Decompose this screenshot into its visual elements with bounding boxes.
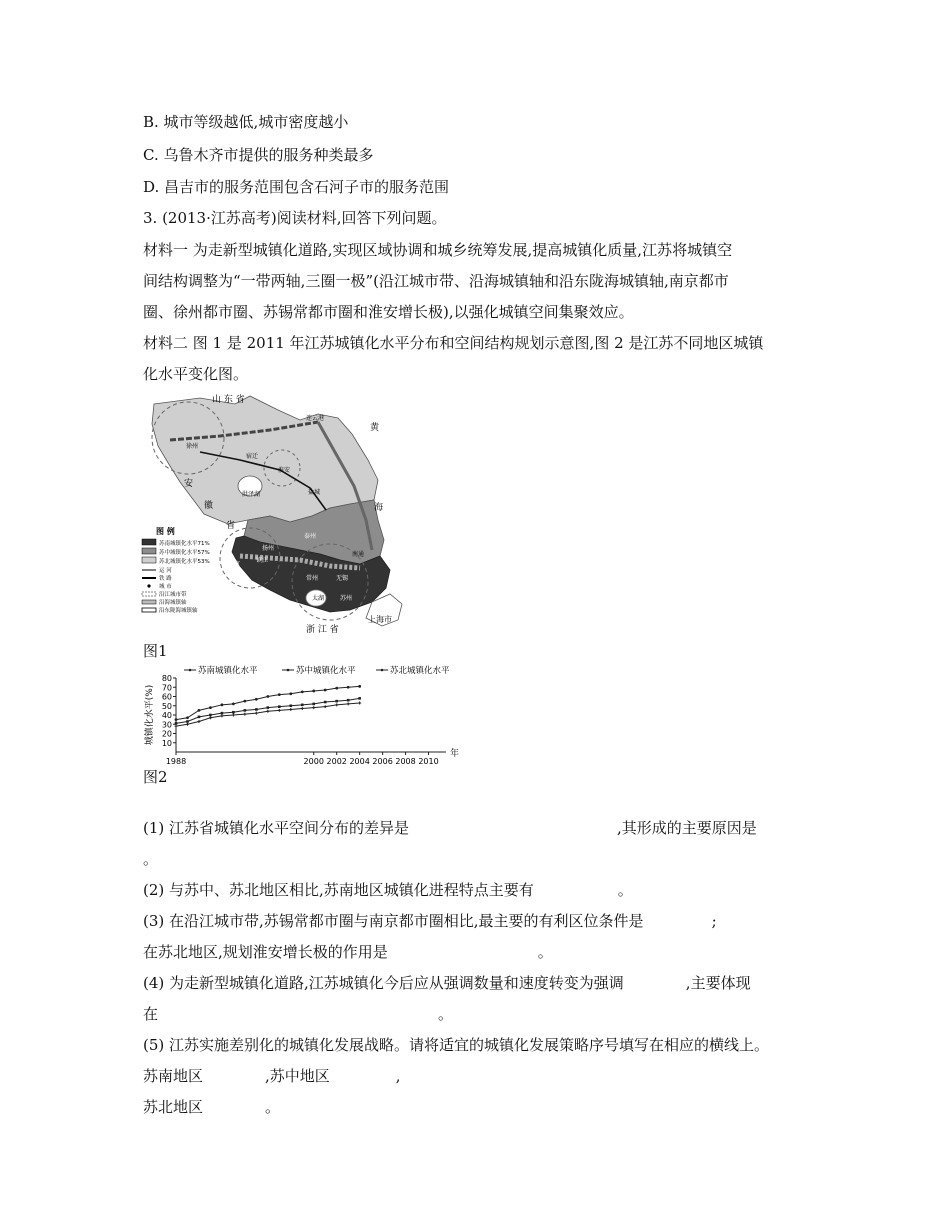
label-changzhou: 常州 [306, 575, 319, 582]
legend-item-belt: 沿江城市带 [159, 592, 187, 598]
series-1-point [324, 701, 327, 704]
legend-item-middle: 苏中城镇化水平57% [159, 550, 210, 556]
q4-text-c: 在 [143, 1005, 159, 1023]
q2-text: (2) 与苏中、苏北地区相比,苏南地区城镇化进程特点主要有 [143, 881, 534, 899]
legend-item-south: 苏南城镇化水平71% [159, 541, 210, 547]
series-1-point [209, 714, 212, 717]
question-3-line-1 [143, 911, 717, 931]
x-tick-label: 2006 [372, 757, 393, 766]
label-xuzhou: 徐州 [186, 443, 199, 450]
legend-title: 图 例 [156, 527, 175, 536]
series-1-point [335, 700, 338, 703]
series-2-point [266, 710, 269, 713]
series-0-point [278, 693, 281, 696]
series-2-point [209, 716, 212, 719]
series-1-point [312, 703, 315, 706]
y-tick-label: 60 [161, 692, 172, 702]
label-wuxi: 无锡 [336, 575, 349, 582]
series-2-point [324, 705, 327, 708]
series-0-point [232, 703, 235, 706]
q4-end: 。 [438, 1005, 454, 1023]
legend-label-2: 苏北城镇化水平 [390, 666, 450, 676]
series-line-0 [176, 686, 360, 719]
label-huang: 黄 [370, 423, 380, 433]
figure-2-chart [140, 664, 460, 770]
label-shandong: 山 东 省 [212, 395, 245, 405]
label-yangzhou: 扬州 [262, 545, 275, 552]
series-0-point [186, 716, 189, 719]
series-0-point [324, 689, 327, 692]
series-2-point [232, 714, 235, 717]
series-2-point [358, 701, 361, 704]
question-3-title: 3. (2013·江苏高考)阅读材料,回答下列问题。 [143, 209, 447, 227]
q5-middle-label: ,苏中地区 [265, 1067, 330, 1085]
legend-marker-2 [381, 669, 384, 672]
series-1-point [255, 708, 258, 711]
series-2-point [220, 714, 223, 717]
legend-swatch-middle [142, 548, 156, 554]
label-huaian: 淮安 [278, 467, 291, 474]
figure-1-map [140, 390, 430, 636]
label-nanjing: 南京 [228, 561, 241, 568]
series-1-point [278, 705, 281, 708]
series-1-point [358, 697, 361, 700]
q5-comma: , [395, 1067, 401, 1085]
x-axis-label: 年 [450, 749, 460, 759]
series-0-point [209, 706, 212, 709]
series-2-point [301, 707, 304, 710]
y-tick-label: 50 [161, 701, 172, 711]
label-taihu: 太湖 [312, 595, 325, 602]
q3-text-a: (3) 在沿江城市带,苏锡常都市圈与南京都市圈相比,最主要的有利区位条件是 [143, 912, 644, 930]
series-1-point [175, 722, 178, 725]
question-5-line-1 [143, 1035, 769, 1055]
q1-text-a: (1) 江苏省城镇化水平空间分布的差异是 [143, 819, 410, 837]
series-0-point [335, 687, 338, 690]
series-2-point [186, 723, 189, 726]
legend-marker-0 [189, 669, 192, 672]
series-0-point [221, 703, 224, 706]
series-2-point [175, 725, 178, 728]
label-hongzehu: 洪泽湖 [242, 491, 261, 498]
q1-text-end: 。 [143, 850, 159, 868]
series-0-point [255, 698, 258, 701]
urbanization-line-chart [140, 664, 460, 770]
q3-text-b: 在苏北地区,规划淮安增长极的作用是 [143, 943, 388, 961]
option-d: D. 昌吉市的服务范围包含石河子市的服务范围 [143, 178, 450, 196]
question-4-line-1 [143, 973, 751, 993]
legend-item-coastal: 沿海城镇轴 [159, 600, 187, 606]
y-tick-label: 30 [161, 720, 172, 730]
q2-end: 。 [617, 881, 633, 899]
series-2-point [312, 706, 315, 709]
x-tick-label: 2008 [395, 757, 416, 766]
series-1-point [232, 711, 235, 714]
series-0-point [243, 700, 246, 703]
series-1-point [244, 709, 247, 712]
option-c: C. 乌鲁木齐市提供的服务种类最多 [143, 146, 374, 164]
legend-item-canal: 运 河 [159, 568, 172, 574]
question-4-line-2 [143, 1004, 453, 1024]
label-taizhou: 泰州 [304, 533, 317, 540]
material-1-line-3: 圈、徐州都市圈、苏锡常都市圈和淮安增长极),以强化城镇空间集聚效应。 [143, 303, 634, 321]
label-shanghai: 上海市 [368, 615, 392, 624]
label-hai: 海 [374, 503, 384, 513]
label-suzhou: 苏州 [340, 595, 353, 602]
legend-longhai-symbol [142, 608, 156, 612]
legend-swatch-north [142, 557, 156, 563]
label-zhenjiang: 镇江 [256, 557, 269, 564]
label-suqian: 宿迁 [246, 453, 259, 460]
series-1-point [347, 699, 350, 702]
series-1-point [301, 704, 304, 707]
series-0-point [347, 686, 350, 689]
legend-item-north: 苏北城镇化水平53% [159, 559, 210, 565]
legend-label-1: 苏中城镇化水平 [296, 666, 356, 676]
legend-label-0: 苏南城镇化水平 [198, 666, 258, 676]
series-2-point [347, 702, 350, 705]
label-lianyungang: 连云港 [306, 415, 325, 422]
question-1-line-2 [143, 849, 158, 869]
series-2-point [197, 720, 200, 723]
label-nantong: 南通 [352, 551, 365, 558]
x-tick-label: 1988 [165, 757, 187, 766]
series-2-point [243, 713, 246, 716]
series-2-point [289, 708, 292, 711]
series-1-point [267, 706, 270, 709]
figure-2-caption: 图2 [143, 768, 168, 786]
material-2-line-1: 材料二 图 1 是 2011 年江苏城镇化水平分布和空间结构规划示意图,图 2 是江苏不同地区城镇 [143, 334, 764, 352]
series-0-point [301, 690, 304, 693]
y-tick-label: 10 [161, 738, 172, 748]
series-0-point [289, 692, 292, 695]
series-1-point [289, 704, 292, 707]
y-tick-label: 70 [161, 683, 172, 693]
q1-text-b: ,其形成的主要原因是 [617, 819, 757, 837]
y-tick-label: 80 [161, 674, 172, 683]
x-tick-label: 2000 [303, 757, 324, 766]
series-1-point [221, 712, 224, 715]
question-5-line-2 [143, 1066, 401, 1086]
q5-north-label: 苏北地区 [143, 1098, 204, 1116]
legend-city-symbol [147, 584, 150, 587]
q3-semicolon: ; [711, 912, 717, 930]
question-2 [143, 880, 633, 900]
y-tick-label: 40 [161, 711, 172, 720]
series-0-point [266, 695, 269, 698]
q5-text: (5) 江苏实施差别化的城镇化发展战略。请将适宜的城镇化发展策略序号填写在相应的横线上。 [143, 1036, 770, 1054]
option-b: B. 城市等级越低,城市密度越小 [143, 113, 349, 131]
legend-marker-1 [287, 669, 290, 672]
q4-text-b: ,主要体现 [685, 974, 751, 992]
series-2-point [278, 709, 281, 712]
question-1-line-1 [143, 818, 757, 838]
x-tick-label: 2002 [326, 757, 347, 766]
x-tick-label: 2004 [349, 757, 370, 766]
series-0-point [198, 709, 201, 712]
map-legend [142, 526, 210, 614]
series-0-point [358, 685, 361, 688]
question-3-line-2 [143, 942, 553, 962]
series-0-point [175, 718, 178, 721]
q5-south-label: 苏南地区 [143, 1067, 204, 1085]
legend-swatch-south [142, 539, 156, 545]
legend-item-longhai: 沿东陇海城镇轴 [159, 608, 198, 614]
label-an: 安 [184, 479, 194, 489]
legend-belt-symbol [142, 592, 156, 596]
legend-item-railway: 铁 路 [159, 576, 172, 582]
question-5-line-3 [143, 1097, 280, 1117]
series-2-point [255, 712, 258, 715]
q3-end: 。 [537, 943, 553, 961]
material-2-line-2: 化水平变化图。 [143, 365, 249, 383]
y-axis-label: 城镇化水平(%) [145, 684, 155, 746]
legend-coastal-symbol [142, 600, 156, 604]
jiangsu-map [140, 390, 430, 636]
series-0-point [312, 690, 315, 693]
series-1-point [186, 720, 189, 723]
q4-text-a: (4) 为走新型城镇化道路,江苏城镇化今后应从强调数量和速度转变为强调 [143, 974, 624, 992]
label-zhejiang: 浙 江 省 [306, 625, 339, 635]
label-sheng: 省 [226, 521, 236, 531]
legend-item-city: 城 市 [159, 584, 172, 590]
label-hui: 徽 [204, 501, 214, 511]
x-tick-label: 2010 [418, 757, 439, 766]
series-1-point [198, 716, 201, 719]
material-1-line-1: 材料一 为走新型城镇化道路,实现区域协调和城乡统筹发展,提高城镇化质量,江苏将城镇空 [143, 241, 733, 259]
series-2-point [335, 703, 338, 706]
figure-1-caption: 图1 [143, 642, 168, 660]
y-tick-label: 20 [161, 729, 172, 739]
label-yancheng: 盐城 [308, 489, 321, 496]
material-1-line-2: 间结构调整为“一带两轴,三圈一极”(沿江城市带、沿海城镇轴和沿东陇海城镇轴,南京都市 [143, 272, 729, 290]
q5-end: 。 [265, 1098, 281, 1116]
